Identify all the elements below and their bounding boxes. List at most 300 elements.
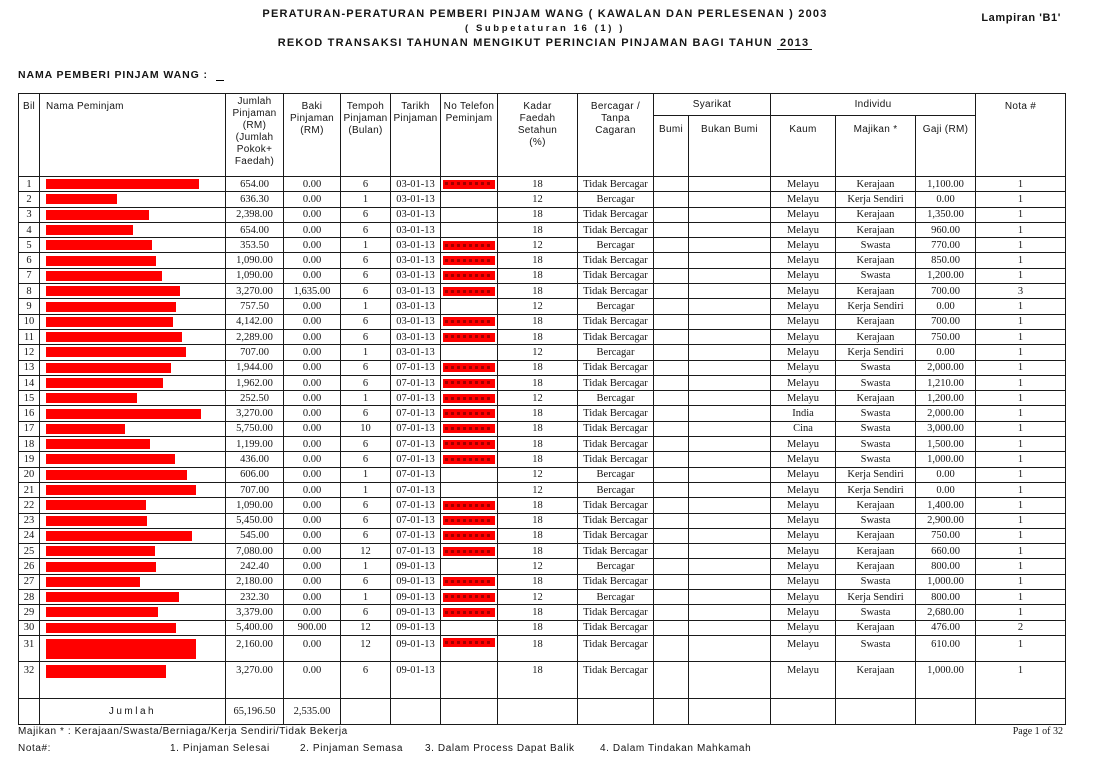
cell-kaum: Melayu [771,329,836,344]
cell-nota: 3 [976,284,1066,299]
redacted-name-bar [46,639,196,659]
cell-majikan: Kerajaan [836,253,916,268]
cell-gaji: 2,680.00 [916,605,976,620]
cell-tarikh: 03-01-13 [391,192,441,207]
redacted-phone-bar [443,333,495,342]
cell-tarikh: 07-01-13 [391,513,441,528]
cell-majikan: Kerajaan [836,498,916,513]
cell-gaji: 1,000.00 [916,574,976,589]
cell-bil: 20 [19,467,40,482]
cell-gaji: 1,000.00 [916,661,976,698]
redacted-name-bar [46,302,176,312]
cell-nama [40,559,226,574]
cell-baki: 0.00 [284,605,341,620]
cell-telefon [441,345,498,360]
cell-nota: 1 [976,605,1066,620]
cell-majikan: Swasta [836,437,916,452]
cell-tempoh: 1 [341,345,391,360]
table-row [19,406,1066,421]
table-row [19,482,1066,497]
table-row [19,360,1066,375]
redacted-name-bar [46,347,186,357]
cell-cagaran: Tidak Bercagar [578,268,654,283]
cell-bumi [654,590,689,605]
cell-bukan-bumi [689,406,771,421]
cell-jumlah: 232.30 [226,590,284,605]
cell-tarikh: 09-01-13 [391,605,441,620]
cell-nama [40,299,226,314]
cell-baki: 0.00 [284,498,341,513]
cell-kadar: 18 [498,360,578,375]
redacted-name-bar [46,179,199,189]
cell-bil: 16 [19,406,40,421]
cell-jumlah: 757.50 [226,299,284,314]
cell-nota: 1 [976,437,1066,452]
redacted-phone-bar [443,547,495,556]
cell-gaji: 850.00 [916,253,976,268]
cell-majikan: Kerajaan [836,222,916,237]
cell-kaum: Melayu [771,482,836,497]
cell-kaum: Melayu [771,177,836,192]
cell-bumi [654,284,689,299]
cell-bukan-bumi [689,177,771,192]
cell-jumlah: 242.40 [226,559,284,574]
cell-baki: 0.00 [284,222,341,237]
cell-baki: 0.00 [284,406,341,421]
cell-telefon [441,437,498,452]
cell-bumi [654,360,689,375]
redacted-phone-bar [443,440,495,449]
cell-majikan: Kerajaan [836,544,916,559]
cell-tarikh: 03-01-13 [391,207,441,222]
cell-nama [40,268,226,283]
cell-nota: 1 [976,375,1066,390]
cell-tempoh: 6 [341,574,391,589]
cell-bumi [654,605,689,620]
cell-bumi [654,467,689,482]
cell-telefon [441,574,498,589]
redacted-phone-bar [443,577,495,586]
cell-telefon [441,207,498,222]
redacted-phone-bar [443,638,495,647]
cell-blank [654,698,689,724]
cell-jumlah: 1,090.00 [226,498,284,513]
cell-nama [40,207,226,222]
cell-cagaran: Tidak Bercagar [578,177,654,192]
cell-jumlah: 3,379.00 [226,605,284,620]
cell-kadar: 18 [498,222,578,237]
cell-kadar: 12 [498,590,578,605]
cell-tarikh: 03-01-13 [391,314,441,329]
cell-majikan: Kerajaan [836,661,916,698]
redacted-phone-bar [443,455,495,464]
table-row [19,513,1066,528]
cell-bumi [654,268,689,283]
table-row [19,605,1066,620]
cell-bil: 10 [19,314,40,329]
cell-tempoh: 6 [341,452,391,467]
cell-kadar: 18 [498,437,578,452]
cell-tarikh: 03-01-13 [391,268,441,283]
col-header-kadar-faedah: Kadar Faedah Setahun (%) [498,94,578,177]
redacted-phone-bar [443,516,495,525]
cell-tarikh: 07-01-13 [391,482,441,497]
cell-tempoh: 6 [341,360,391,375]
cell-jumlah: 3,270.00 [226,284,284,299]
cell-baki: 0.00 [284,559,341,574]
cell-tempoh: 12 [341,620,391,635]
cell-kaum: Melayu [771,452,836,467]
cell-bumi [654,375,689,390]
cell-bumi [654,299,689,314]
cell-kadar: 12 [498,391,578,406]
cell-jumlah: 2,398.00 [226,207,284,222]
cell-nota: 1 [976,559,1066,574]
cell-gaji: 1,500.00 [916,437,976,452]
cell-tempoh: 6 [341,268,391,283]
cell-telefon [441,253,498,268]
cell-bil: 27 [19,574,40,589]
cell-gaji: 2,000.00 [916,360,976,375]
cell-majikan: Kerja Sendiri [836,482,916,497]
redacted-name-bar [46,470,187,480]
cell-nota: 1 [976,421,1066,436]
cell-bil: 14 [19,375,40,390]
cell-baki: 0.00 [284,590,341,605]
cell-kaum: Melayu [771,605,836,620]
cell-bil: 26 [19,559,40,574]
redacted-name-bar [46,546,155,556]
cell-kadar: 18 [498,329,578,344]
cell-kadar: 18 [498,452,578,467]
cell-kaum: Cina [771,421,836,436]
cell-tempoh: 1 [341,238,391,253]
cell-majikan: Kerja Sendiri [836,467,916,482]
cell-tempoh: 6 [341,605,391,620]
cell-kaum: Melayu [771,620,836,635]
cell-tarikh: 09-01-13 [391,635,441,661]
cell-majikan: Kerajaan [836,177,916,192]
cell-jumlah: 654.00 [226,177,284,192]
redacted-name-bar [46,592,179,602]
nota-item-2: 2. Pinjaman Semasa [300,743,404,754]
cell-nama [40,635,226,661]
cell-majikan: Kerja Sendiri [836,192,916,207]
cell-cagaran: Bercagar [578,482,654,497]
col-header-bukan-bumi: Bukan Bumi [689,116,771,177]
cell-nota: 1 [976,345,1066,360]
table-row [19,207,1066,222]
cell-kaum: Melayu [771,345,836,360]
cell-majikan: Kerajaan [836,559,916,574]
cell-nota: 1 [976,544,1066,559]
table-row [19,437,1066,452]
cell-tempoh: 1 [341,192,391,207]
cell-cagaran: Tidak Bercagar [578,207,654,222]
corner-label: Lampiran 'B1' [981,12,1061,24]
cell-tarikh: 07-01-13 [391,437,441,452]
title-line-1: PERATURAN-PERATURAN PEMBERI PINJAM WANG ( KAWALAN DAN PERLESENAN ) 2003 [262,8,828,20]
cell-kadar: 18 [498,513,578,528]
cell-nama [40,544,226,559]
cell-bumi [654,207,689,222]
cell-nama [40,360,226,375]
redacted-name-bar [46,623,176,633]
cell-kaum: Melayu [771,574,836,589]
cell-majikan: Swasta [836,635,916,661]
redacted-name-bar [46,271,162,281]
cell-jumlah: 1,090.00 [226,268,284,283]
cell-baki: 0.00 [284,375,341,390]
col-header-baki-pinjaman: Baki Pinjaman (RM) [284,94,341,177]
cell-nama [40,528,226,543]
cell-cagaran: Tidak Bercagar [578,284,654,299]
cell-majikan: Kerja Sendiri [836,590,916,605]
cell-gaji: 2,000.00 [916,406,976,421]
cell-nama [40,513,226,528]
cell-nama [40,177,226,192]
cell-majikan: Swasta [836,421,916,436]
cell-bil: 29 [19,605,40,620]
table-row [19,299,1066,314]
redacted-name-bar [46,665,166,678]
redacted-name-bar [46,531,192,541]
cell-nota: 1 [976,222,1066,237]
cell-bumi [654,620,689,635]
cell-kaum: Melayu [771,635,836,661]
cell-tempoh: 6 [341,406,391,421]
cell-nota: 1 [976,314,1066,329]
table-row [19,498,1066,513]
redacted-name-bar [46,210,149,220]
cell-bumi [654,482,689,497]
cell-bil: 8 [19,284,40,299]
cell-kaum: Melayu [771,299,836,314]
cell-jumlah: 252.50 [226,391,284,406]
col-header-jumlah-pinjaman: Jumlah Pinjaman (RM) (Jumlah Pokok+ Faedah) [226,94,284,177]
redacted-name-bar [46,562,156,572]
cell-kadar: 12 [498,192,578,207]
cell-tempoh: 1 [341,590,391,605]
cell-kadar: 12 [498,467,578,482]
cell-majikan: Swasta [836,605,916,620]
cell-gaji: 660.00 [916,544,976,559]
cell-baki: 900.00 [284,620,341,635]
cell-bil: 21 [19,482,40,497]
cell-bukan-bumi [689,222,771,237]
cell-nama [40,437,226,452]
col-group-syarikat: Syarikat [654,94,771,116]
cell-nama [40,222,226,237]
table-row [19,284,1066,299]
cell-kaum: Melayu [771,437,836,452]
cell-gaji: 0.00 [916,482,976,497]
cell-blank [341,698,391,724]
cell-blank [578,698,654,724]
cell-telefon [441,559,498,574]
cell-jumlah: 2,289.00 [226,329,284,344]
cell-bukan-bumi [689,207,771,222]
cell-majikan: Swasta [836,268,916,283]
cell-nama [40,467,226,482]
cell-bumi [654,498,689,513]
cell-kadar: 18 [498,253,578,268]
redacted-name-bar [46,256,156,266]
cell-telefon [441,238,498,253]
cell-bukan-bumi [689,360,771,375]
cell-nama [40,605,226,620]
cell-gaji: 1,400.00 [916,498,976,513]
cell-nota: 1 [976,253,1066,268]
col-header-cagaran: Bercagar / Tanpa Cagaran [578,94,654,177]
cell-baki: 0.00 [284,482,341,497]
cell-baki: 0.00 [284,391,341,406]
cell-cagaran: Bercagar [578,467,654,482]
lender-name-underline [216,79,224,81]
nota-legend [18,743,751,754]
cell-bukan-bumi [689,544,771,559]
cell-nama [40,375,226,390]
cell-tarikh: 03-01-13 [391,222,441,237]
redacted-name-bar [46,317,173,327]
cell-kadar: 18 [498,314,578,329]
redacted-name-bar [46,500,146,510]
cell-gaji: 750.00 [916,528,976,543]
cell-jumlah: 1,199.00 [226,437,284,452]
redacted-phone-bar [443,379,495,388]
cell-tarikh: 03-01-13 [391,329,441,344]
cell-cagaran: Bercagar [578,590,654,605]
cell-tarikh: 09-01-13 [391,559,441,574]
cell-telefon [441,406,498,421]
cell-cagaran: Tidak Bercagar [578,314,654,329]
cell-kaum: Melayu [771,391,836,406]
cell-kadar: 12 [498,345,578,360]
cell-tempoh: 6 [341,253,391,268]
table-row [19,177,1066,192]
cell-tempoh: 6 [341,284,391,299]
cell-telefon [441,498,498,513]
cell-tarikh: 07-01-13 [391,498,441,513]
redacted-name-bar [46,363,171,373]
cell-nota: 1 [976,299,1066,314]
cell-bil: 17 [19,421,40,436]
cell-jumlah: 707.00 [226,482,284,497]
col-header-tarikh-pinjaman: Tarikh Pinjaman [391,94,441,177]
cell-gaji: 800.00 [916,559,976,574]
cell-telefon [441,375,498,390]
cell-kadar: 18 [498,635,578,661]
cell-bumi [654,661,689,698]
cell-baki: 1,635.00 [284,284,341,299]
cell-bumi [654,329,689,344]
redacted-name-bar [46,225,133,235]
cell-jumlah: 545.00 [226,528,284,543]
cell-nota: 1 [976,406,1066,421]
cell-bukan-bumi [689,375,771,390]
table-row [19,452,1066,467]
cell-nama [40,314,226,329]
cell-nota: 1 [976,177,1066,192]
cell-gaji: 1,200.00 [916,268,976,283]
cell-cagaran: Tidak Bercagar [578,452,654,467]
cell-cagaran: Tidak Bercagar [578,406,654,421]
cell-cagaran: Tidak Bercagar [578,574,654,589]
cell-bil: 31 [19,635,40,661]
cell-kaum: Melayu [771,498,836,513]
cell-telefon [441,661,498,698]
loan-record-table [18,93,1066,725]
cell-baki: 0.00 [284,513,341,528]
cell-baki: 0.00 [284,421,341,436]
summary-label: Jumlah [40,698,226,724]
cell-bumi [654,222,689,237]
cell-telefon [441,177,498,192]
col-header-no-telefon: No Telefon Peminjam [441,94,498,177]
cell-kadar: 18 [498,177,578,192]
cell-bukan-bumi [689,498,771,513]
cell-baki: 0.00 [284,314,341,329]
redacted-phone-bar [443,424,495,433]
summary-baki-total: 2,535.00 [284,698,341,724]
cell-bil: 4 [19,222,40,237]
redacted-phone-bar [443,287,495,296]
cell-majikan: Kerajaan [836,207,916,222]
cell-bukan-bumi [689,482,771,497]
cell-baki: 0.00 [284,177,341,192]
cell-kaum: Melayu [771,544,836,559]
cell-bukan-bumi [689,192,771,207]
cell-baki: 0.00 [284,192,341,207]
redacted-phone-bar [443,241,495,250]
cell-nota: 1 [976,528,1066,543]
cell-majikan: Swasta [836,238,916,253]
cell-gaji: 700.00 [916,284,976,299]
cell-jumlah: 3,270.00 [226,406,284,421]
cell-bumi [654,528,689,543]
cell-tempoh: 6 [341,207,391,222]
cell-jumlah: 1,962.00 [226,375,284,390]
cell-bukan-bumi [689,452,771,467]
cell-nama [40,620,226,635]
col-group-individu: Individu [771,94,976,116]
cell-jumlah: 654.00 [226,222,284,237]
cell-bukan-bumi [689,467,771,482]
cell-nama [40,253,226,268]
cell-baki: 0.00 [284,207,341,222]
col-header-nota: Nota # [976,94,1066,177]
cell-bil: 11 [19,329,40,344]
cell-baki: 0.00 [284,345,341,360]
cell-cagaran: Tidak Bercagar [578,528,654,543]
nota-item-1: 1. Pinjaman Selesai [170,743,270,754]
cell-bukan-bumi [689,238,771,253]
cell-nota: 1 [976,329,1066,344]
cell-gaji: 750.00 [916,329,976,344]
cell-telefon [441,314,498,329]
cell-kaum: Melayu [771,284,836,299]
cell-bil: 3 [19,207,40,222]
cell-tarikh: 09-01-13 [391,620,441,635]
cell-blank [836,698,916,724]
cell-bukan-bumi [689,605,771,620]
cell-jumlah: 7,080.00 [226,544,284,559]
cell-tarikh: 07-01-13 [391,467,441,482]
cell-nota: 1 [976,360,1066,375]
cell-nama [40,452,226,467]
cell-gaji: 610.00 [916,635,976,661]
table-row [19,467,1066,482]
